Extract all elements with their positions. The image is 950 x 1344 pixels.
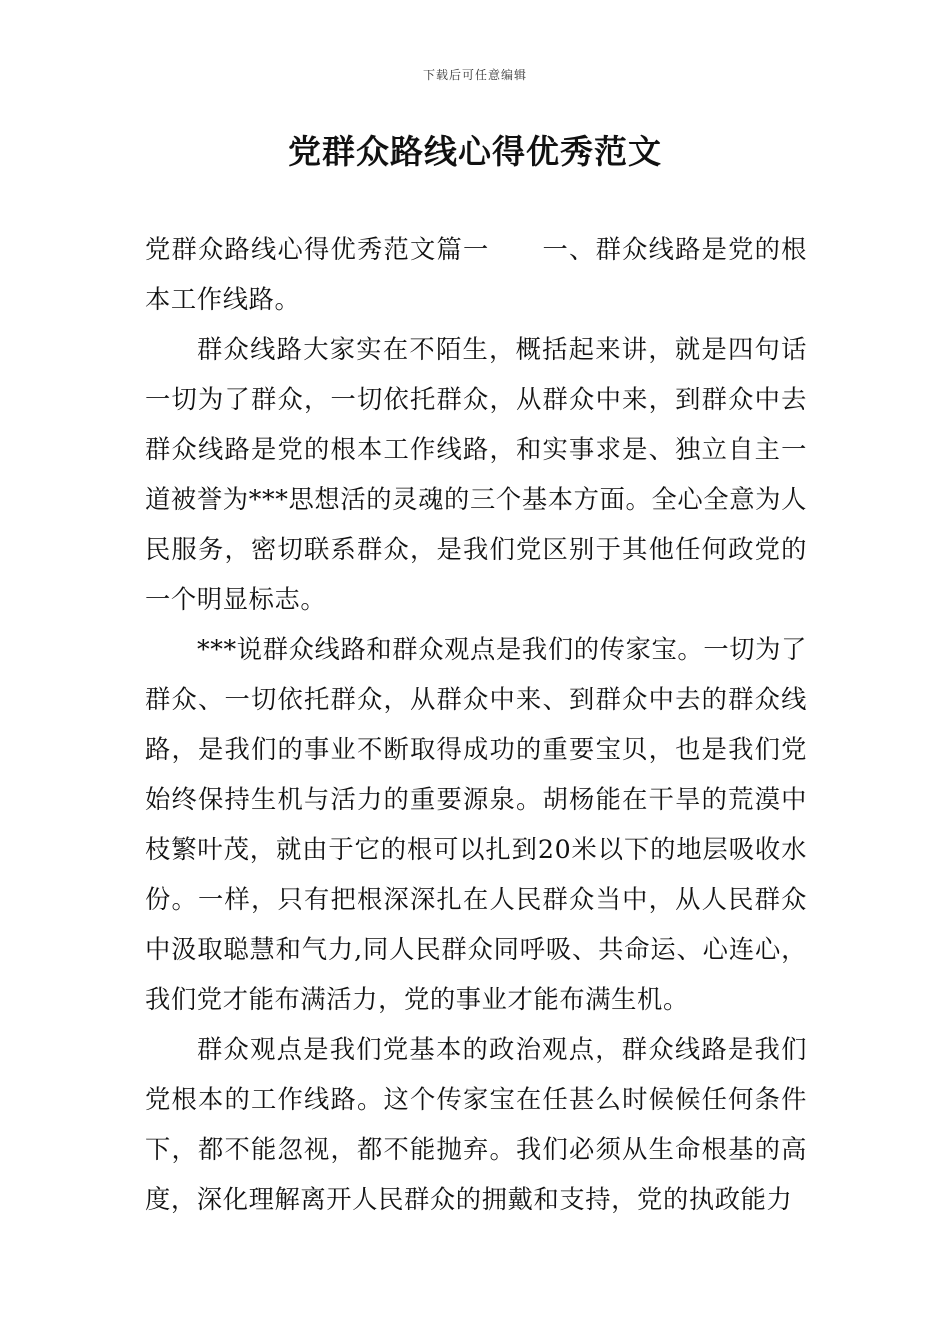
- paragraph-3: ***说群众线路和群众观点是我们的传家宝。一切为了群众、一切依托群众，从群众中来、到群众中去的群众线路，是我们的事业不断取得成功的重要宝贝，也是我们党始终保持生机与活力的重要源泉。胡杨能在干旱的荒漠中枝繁叶茂，就由于它的根可以扎到20米以下的地层吸收水份。一样，只有把根深深扎在人民群众当中，从人民群众中汲取聪慧和气力,同人民群众同呼吸、共命运、心连心，我们党才能布满活力，党的事业才能布满生机。: [145, 635, 807, 1014]
- document-body: [145, 225, 807, 1225]
- page-title: 党群众路线心得优秀范文: [288, 132, 662, 171]
- header-note: 下载后可任意编辑: [422, 68, 527, 82]
- paragraph-1: 党群众路线心得优秀范文篇一 一、群众线路是党的根本工作线路。: [145, 235, 807, 314]
- paragraph-2: 群众线路大家实在不陌生，概括起来讲，就是四句话一切为了群众，一切依托群众，从群众中来，到群众中去群众线路是党的根本工作线路，和实事求是、独立自主一道被誉为***思想活的灵魂的三个基本方面。全心全意为人民服务，密切联系群众，是我们党区别于其他任何政党的一个明显标志。: [145, 335, 807, 614]
- paragraph-4: 群众观点是我们党基本的政治观点，群众线路是我们党根本的工作线路。这个传家宝在任甚么时候候任何条件下，都不能忽视，都不能抛弃。我们必须从生命根基的高度，深化理解离开人民群众的拥戴和支持，党的执政能力: [145, 1035, 807, 1214]
